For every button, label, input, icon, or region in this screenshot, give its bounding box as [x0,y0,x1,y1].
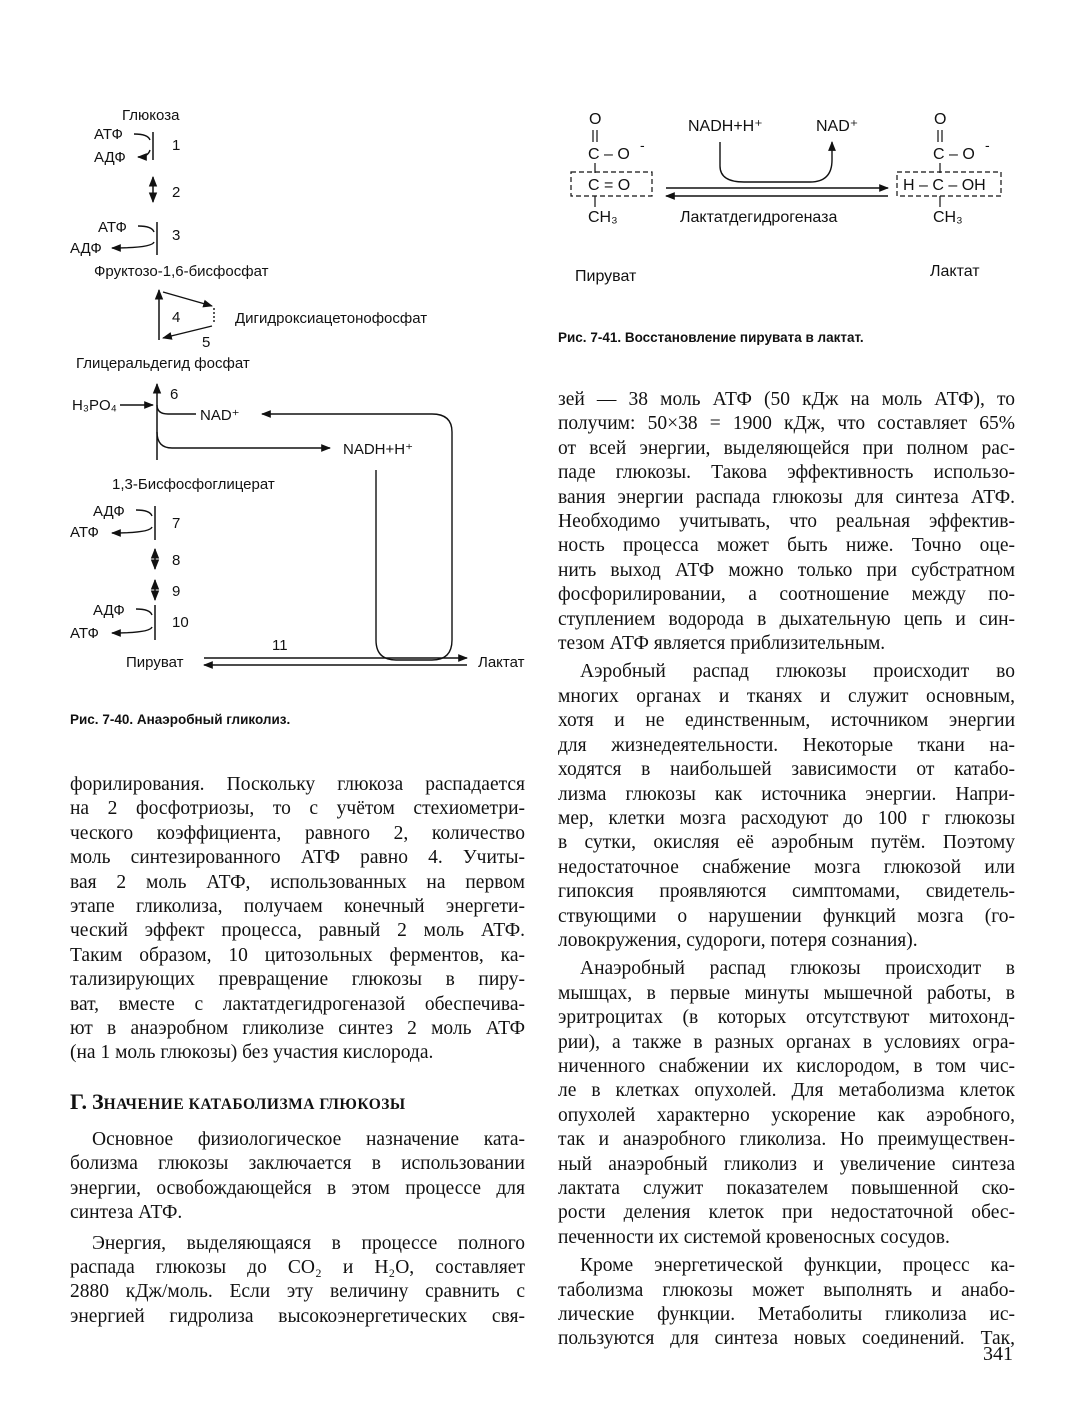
paragraph [70,1232,525,1330]
figure-pyruvate-to-lactate [571,111,1001,285]
text-line: Кроме энергетической функции, процесс ка- [580,1255,1015,1277]
text-line: вая 2 моль АТФ, использованных на первом [70,871,525,893]
text-line: тализирующих превращение глюкозы в пиру- [70,969,525,991]
pyruvate-label: Пируват [575,268,637,285]
step-number: 8 [172,552,181,569]
oxygen-atom: O [934,111,947,128]
text-line: для жизнедеятельности. Некоторые ткани на- [558,734,1015,756]
step-10-group [70,602,189,642]
text-line: лические функции. Метаболиты гликолиза ис- [558,1304,1015,1326]
text-line: хотя и не единственным, источником энергии [558,710,1015,732]
step-number: 9 [172,583,181,600]
adp-label: АДФ [94,149,126,166]
text-line: Необходимо учитывать, что реальная эффектив- [558,511,1015,533]
text-line: моль синтезированного АТФ равно 4. Учиты- [70,847,525,869]
step-number: 2 [172,184,181,201]
text-line: ют в анаэробном гликолизе синтез 2 моль АТФ [70,1018,525,1040]
dhap-label: Дигидроксиацетонофосфат [235,310,428,327]
text-line: таболизма глюкозы может выполнять и анабо- [558,1279,1015,1301]
hydroxyl-group: H – C – OH [903,177,986,194]
text-line: нить выход АТФ можно только при субстратном [558,559,1015,581]
fructose-bisphosphate-label: Фруктозо-1,6-бисфосфат [94,263,269,280]
atp-label: АТФ [98,219,127,236]
paragraph [70,1128,525,1226]
lactate-structure [897,111,1001,226]
atp-released-arrow [112,627,152,633]
text-line: рости деления клеток при недостаточной обес- [558,1202,1015,1224]
text-line: так и анаэробного гликолиза. Но преимуществен- [558,1129,1015,1151]
paragraph [558,1254,1015,1352]
step-number: 1 [172,137,181,154]
heading-letter: Г. [70,1089,88,1114]
nad-branch [157,405,196,414]
text-line: ческого коэффициента, равного 2, количество [70,822,525,844]
text-line: рии), а также в разных органах в условиях огра- [558,1031,1015,1053]
carboxylate-group: C – O [588,146,630,163]
pyruvate-label: Пируват [126,654,184,671]
text-line: многих органах и тканях и служит основным, [558,685,1015,707]
atp-consumed-arrow [138,226,154,232]
text-line: лактата служит показателем повышенной ско- [558,1178,1015,1199]
page-number: 341 [983,1343,1013,1365]
text-line: лизма глюкозы как источника энергии. Напри- [558,783,1015,805]
text-line: фосфорилировании, а соотношение между по- [558,584,1015,606]
adp-released-arrow [138,150,150,157]
text-line: недостаточное снабжение мозга глюкозой или [558,856,1015,878]
text-line: в сутки, окисляя её аэробным путём. Поэтому [558,832,1015,854]
adp-consumed-arrow [136,510,152,516]
left-column-lower [70,1128,525,1329]
text-line: Анаэробный распад глюкозы происходит в [580,958,1015,980]
text-line: мер, клетки мозга расходуют до 100 г глюкозы [558,807,1015,829]
step-number: 7 [172,515,181,532]
text-line: вания энергии распада глюкозы для синтеза АТФ. [558,486,1015,508]
text-line: ный анаэробный гликолиз и увеличение синтеза [558,1153,1015,1175]
text-line: получим: 50×38 = 1900 кДж, что составляет 65% [558,413,1015,435]
right-column [558,388,1015,1352]
paragraph [558,388,1015,656]
step-number: 5 [202,334,211,351]
heading-initial: З [92,1089,104,1114]
aldolase-isomerase-group [159,290,427,351]
phosphate-label: H₃PO₄ [72,397,117,414]
ldh-reaction [666,118,888,226]
text-line: синтеза АТФ. [70,1202,183,1224]
charge-sign: - [985,137,990,153]
text-line: тезом АТФ является приблизительным. [558,633,886,655]
text-line: мышцах, в первые минуты мышечной работы, в [558,982,1015,1004]
enzyme-label: Лактатдегидрогеназа [680,209,838,226]
oxygen-atom: O [589,111,602,128]
lactate-label: Лактат [478,654,525,671]
step-number: 3 [172,227,181,244]
text-line: Основное физиологическое назначение ката- [92,1129,525,1150]
section-heading [70,1089,406,1115]
keto-group: C = O [588,177,631,194]
text-line: (на 1 моль глюкозы) без участия кислорода. [70,1042,434,1064]
methyl-group: CH₃ [933,209,963,226]
heading-text: НАЧЕНИЕ КАТАБОЛИЗМА ГЛЮКОЗЫ [103,1096,406,1113]
left-column [70,773,525,1066]
text-line: ность процесса может быть ниже. Точно оце- [558,535,1015,557]
step-number: 11 [272,637,288,654]
text-line: болизма глюкозы заключается в использовании [70,1153,525,1175]
text-line: распада глюкозы до CO₂ и H₂O, составляет [70,1257,525,1279]
glucose-label: Глюкоза [122,107,180,124]
charge-sign: - [640,137,645,153]
text-line: печенности их системой кровеносных сосудов. [558,1226,950,1248]
figure-anaerobic-glycolysis [70,107,525,671]
text-line: паде глюкозы. Такова эффективность использо- [558,462,1015,484]
text-line: ват, вместе с лактатдегидрогеназой обеспечива- [70,993,525,1015]
text-line: этапе гликолиза, получаем конечный энергети- [70,896,525,918]
lactate-label: Лактат [930,263,980,280]
atp-label: АТФ [70,625,99,642]
text-line: пользуются для синтеза новых соединений. Так, [558,1328,1015,1350]
text-line: опухолей характерно ускорение как аэробного, [558,1104,1015,1126]
cofactor-arrow [720,142,832,182]
text-line: 2880 кДж/моль. Если эту величину сравнить с [70,1281,525,1303]
nadh-label: NADH+H⁺ [688,118,763,135]
text-line: энергией гидролиза высокоэнергетических свя- [70,1305,525,1327]
nad-label: NAD⁺ [816,118,859,135]
atp-label: АТФ [94,126,123,143]
step-number: 6 [170,386,179,403]
atp-label: АТФ [70,524,99,541]
text-line: ческий эффект процесса, равный 2 моль АТФ. [70,920,525,942]
text-line: Энергия, выделяющаяся в процессе полного [92,1232,525,1254]
figure-7-40-caption: Рис. 7-40. Анаэробный гликолиз. [70,712,291,727]
text-line: от всей энергии, выделяющейся при полном рас- [558,437,1015,459]
text-line: эритроцитах (в которых отсутствуют митохонд- [558,1007,1015,1029]
to-dhap-arrow [163,292,212,306]
nad-label: NAD⁺ [200,407,240,424]
step-3-group [70,219,180,257]
nadh-label: NADH+H⁺ [343,441,414,458]
paragraph [558,957,1015,1250]
text-line: ловокружения, судороги, потеря сознания). [558,929,918,951]
paragraph [70,773,525,1066]
text-line: ходятся в наибольшей зависимости от катабо- [558,759,1015,781]
text-line: на 2 фосфотриозы, то с учётом стехиометри- [70,798,525,820]
text-line: Таким образом, 10 цитозольных ферментов, ка- [70,944,525,966]
adp-label: АДФ [70,240,102,257]
text-line: ступлением водорода в дыхательную цепь и син- [558,608,1015,630]
step-number: 4 [172,309,181,326]
text-line: Аэробный распад глюкозы происходит во [580,661,1015,683]
step-6-group [72,384,452,660]
text-line: ле в клетках опухолей. Для метаболизма клеток [558,1080,1015,1102]
bisphosphoglycerate-label: 1,3-Бисфосфоглицерат [112,476,275,493]
methyl-group: CH₃ [588,209,618,226]
adp-released-arrow [112,242,154,248]
atp-released-arrow [112,527,152,533]
text-line: ствующими о нарушении функций мозга (го- [558,905,1015,927]
adp-consumed-arrow [136,609,152,615]
adp-label: АДФ [93,602,125,619]
figure-7-41-caption: Рис. 7-41. Восстановление пирувата в лактат. [558,330,864,345]
nadh-branch-arrow [157,432,330,448]
adp-label: АДФ [93,503,125,520]
carboxylate-group: C – O [933,146,975,163]
pyruvate-structure [571,111,652,226]
text-line: форилирования. Поскольку глюкоза распадается [70,774,525,795]
text-line: зей — 38 моль АТФ (50 кДж на моль АТФ), то [558,389,1015,410]
text-line: энергии, освобождающейся в этом процессе для [70,1177,525,1199]
glyceraldehyde-phosphate-label: Глицеральдегид фосфат [76,355,250,372]
paragraph [558,660,1015,953]
step-1-group [94,126,180,166]
text-line: гипоксия проявляются симптомами, свидетель- [558,881,1015,903]
text-line: ниченного снабжении их кислородом, в том чис- [558,1055,1015,1077]
step-7-group [70,503,180,541]
step-number: 10 [172,614,189,631]
atp-consumed-arrow [134,134,150,140]
